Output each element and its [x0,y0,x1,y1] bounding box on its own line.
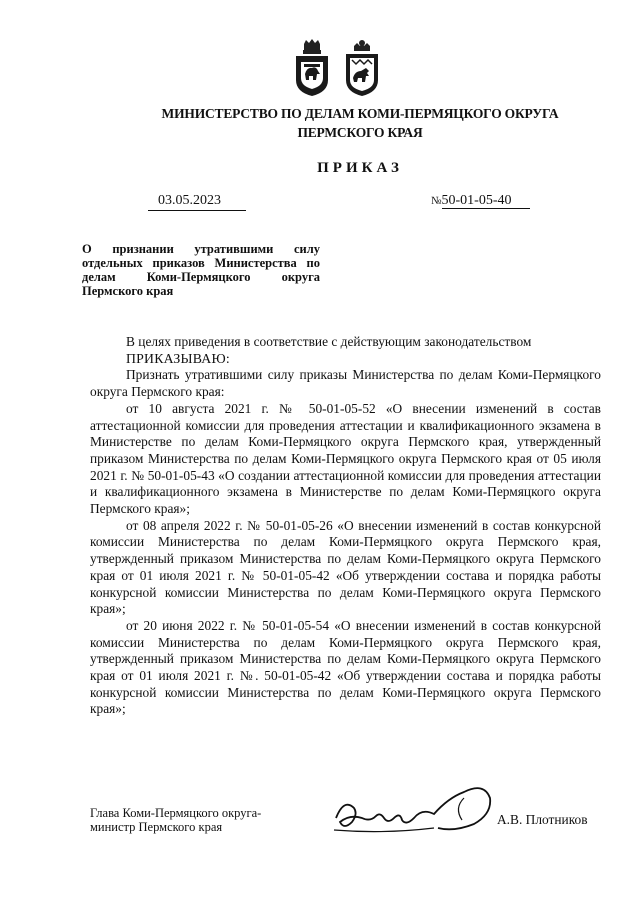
ministry-heading [90,104,630,142]
ministry-line-1: МИНИСТЕРСТВО ПО ДЕЛАМ КОМИ-ПЕРМЯЦКОГО ОКРУГА [161,106,559,121]
paragraph-3: от 08 апреля 2022 г. № 50-01-05-26 «О внесении изменений в состав конкурсной комиссии Министерства по делам Коми-Пермяцкого округа Пермского края, утвержденный приказом Министерства по делам Коми-Пермяцкого округа Пермского края от 01 июля 2021 г. № 50-01-05-42 «Об утверждении состава и порядка работы конкурсной комиссии Министерства по делам Коми-Пермяцкого округа Пермского края»; [90,517,601,617]
order-subject: О признании утратившими силу отдельных приказов Министерства по делам Коми-Пермяцкого округа Пермского края [82,242,320,298]
handwritten-signature [314,768,504,848]
position-line-1: Глава Коми-Пермяцкого округа- [90,806,262,820]
signatory-position [90,806,320,834]
ministry-line-2: ПЕРМСКОГО КРАЯ [297,125,423,140]
number-sign: № [431,195,442,207]
order-number [431,192,555,210]
paragraph-4: от 20 июня 2022 г. № 50-01-05-54 «О внесении изменений в состав конкурсной комиссии Министерства по делам Коми-Пермяцкого округа Пермского края, утвержденный приказом Министерства по делам Коми-Пермяцкого округа Пермского края от 01 июля 2021 г. №. 50-01-05-42 «Об утверждении состава и порядка работы конкурсной комиссии Министерства по делам Коми-Пермяцкого округа Пермского края»; [90,617,601,717]
prikazyvayu-line: ПРИКАЗЫВАЮ: [126,350,230,366]
intro-paragraph: В целях приведения в соответствие с действующим законодательством [126,334,532,349]
order-title: ПРИКАЗ [317,160,403,176]
komi-permyak-coat-of-arms-icon [342,38,382,98]
signatory-name: А.В. Плотников [497,812,588,827]
order-date: 03.05.2023 [148,192,246,211]
emblems [292,38,382,98]
perm-krai-coat-of-arms-icon [292,38,332,98]
paragraph-2: от 10 августа 2021 г. № 50-01-05-52 «О внесении изменений в состав аттестационной комиссии для проведения аттестации и квалификационного экзамена в Министерстве по делам Коми-Пермяцкого округа Пермского края, утвержденный приказом Министерства по делам Коми-Пермяцкого округа Пермского края от 05 июля 2021 г. № 50-01-05-43 «О создании аттестационной комиссии для проведения аттестации и квалификационного экзамена в Министерстве по делам Коми-Пермяцкого округа Пермского края»; [90,400,601,517]
number-value: 50-01-05-40 [442,193,530,209]
order-body [90,334,601,718]
position-line-2: министр Пермского края [90,820,223,834]
paragraph-1: Признать утратившими силу приказы Министерства по делам Коми-Пермяцкого округа Пермского края: [90,367,601,400]
